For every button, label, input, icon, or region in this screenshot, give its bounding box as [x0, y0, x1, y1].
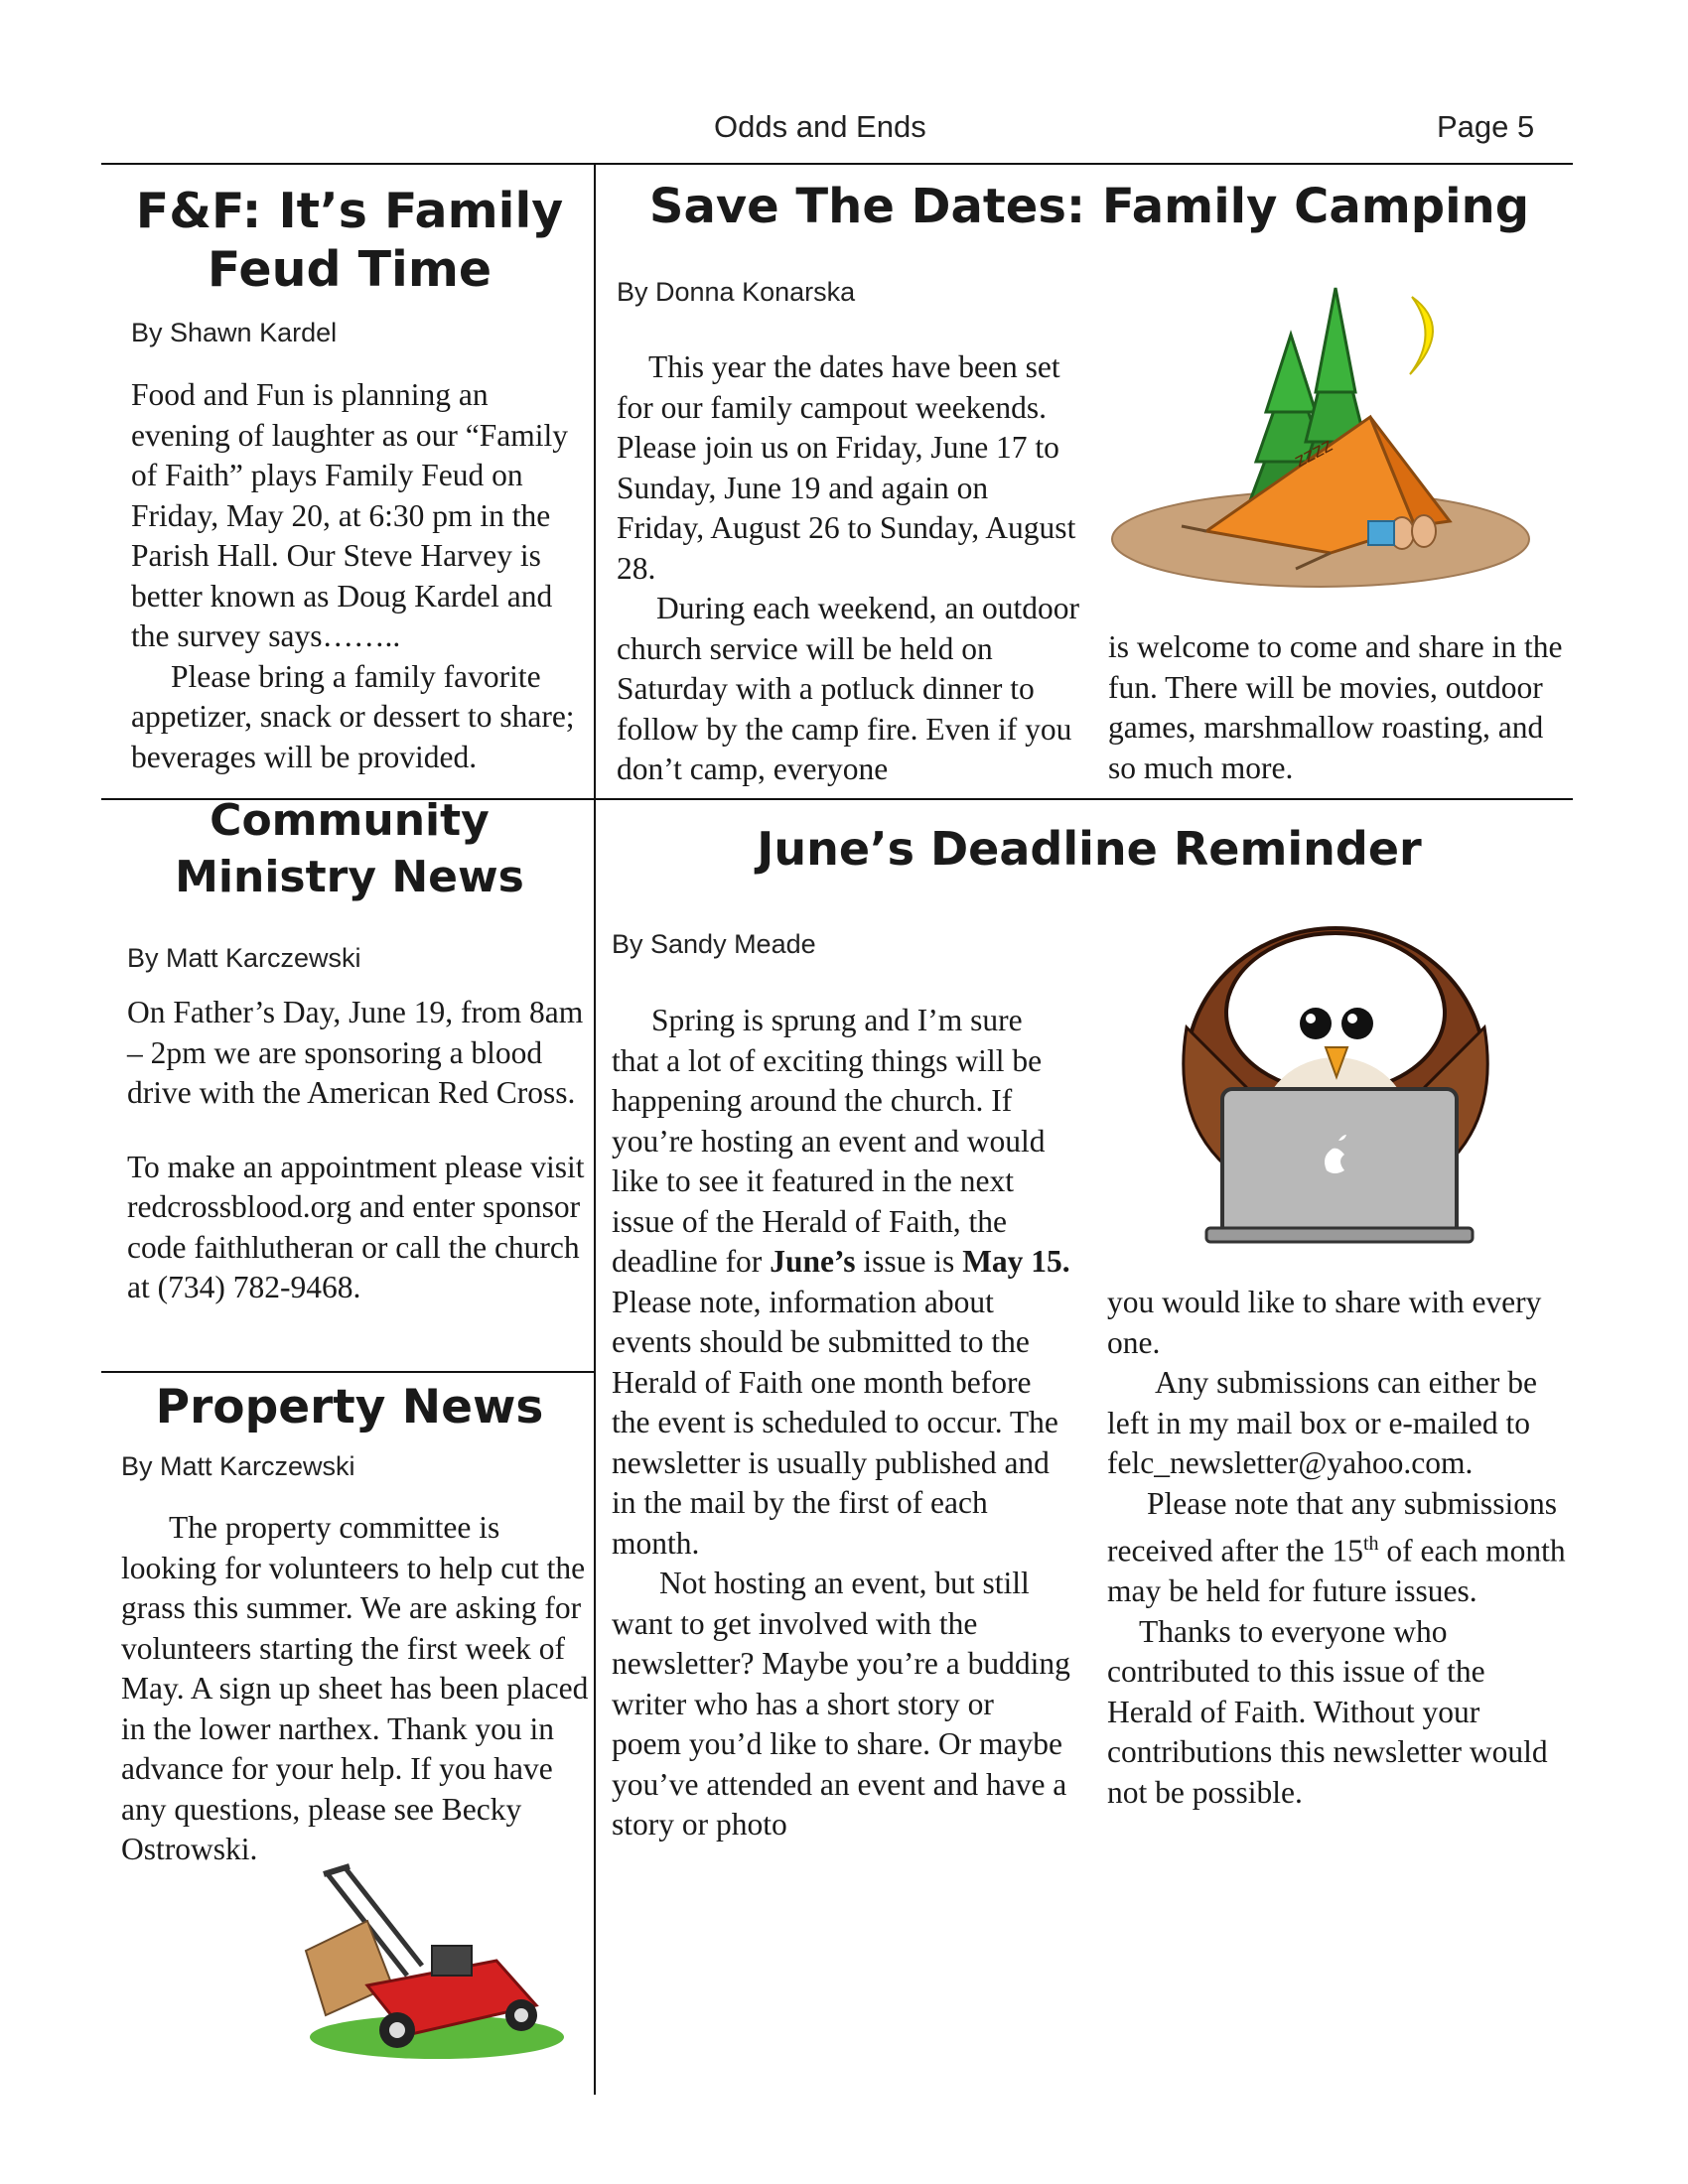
deadline-byline: By Sandy Meade — [612, 929, 816, 959]
page-number: Page 5 — [1437, 109, 1535, 144]
community-byline: By Matt Karczewski — [127, 943, 361, 973]
column-divider — [594, 163, 596, 2095]
deadline-bold-june: June’s — [770, 1244, 856, 1279]
property-title: Property News — [155, 1380, 544, 1434]
property-body — [121, 1508, 590, 1870]
camping-byline: By Donna Konarska — [617, 277, 856, 307]
deadline-column-1 — [612, 1001, 1070, 1845]
deadline-text-b: issue is — [855, 1244, 963, 1279]
deadline-paragraph-1 — [612, 1001, 1070, 1564]
deadline-column-2 — [1107, 1283, 1574, 1813]
deadline-title: June’s Deadline Reminder — [757, 822, 1422, 876]
community-paragraph-2: To make an appointment please visit redcrossblood.org and enter sponsor code faithlutheran or call the church at (734) 782-9468. — [127, 1149, 585, 1304]
deadline-superscript: th — [1362, 1533, 1379, 1555]
deadline-text-d: Please note that any submissions received after the 15 — [1107, 1485, 1557, 1569]
camping-column-1 — [617, 347, 1079, 790]
deadline-text-c: Please note, information about events should be submitted to the Herald of Faith one month before the event is scheduled to occur. The newsletter is usually published and in the mail by the first of each month. — [612, 1284, 1058, 1561]
family-feud-paragraph-1: Food and Fun is planning an evening of laughter as our “Family of Faith” plays Family Feud on Friday, May 20, at 6:30 pm in the Parish Hall. Our Steve Harvey is better known as Doug Kardel and the survey says…….. — [131, 377, 569, 653]
section-title: Odds and Ends — [714, 109, 926, 144]
camping-paragraph-3: is welcome to come and share in the fun. There will be movies, outdoor games, marshmallow roasting, and so much more. — [1108, 629, 1563, 785]
owl-laptop-illustration — [1177, 918, 1504, 1246]
camping-column-2 — [1108, 627, 1565, 788]
community-body — [127, 993, 590, 1308]
tent-snore-text: zzzz — [1291, 434, 1336, 473]
paragraph-gap — [127, 1114, 590, 1148]
family-feud-title: F&F: It’s Family Feud Time — [135, 183, 564, 298]
deadline-paragraph-4: Any submissions can either be left in my mail box or e-mailed to felc_newsletter@yahoo.com. — [1107, 1365, 1537, 1480]
section-rule-left — [101, 1371, 596, 1373]
deadline-bold-date: May 15. — [962, 1244, 1070, 1279]
property-paragraph-1: The property committee is looking for volunteers to help cut the grass this summer. We are asking for volunteers starting the first week of May. A sign up sheet has been placed in the lower narthex. Thank you in advance for your help. If you have any questions, please see Becky Ostrowski. — [121, 1510, 589, 1866]
header-rule — [101, 163, 1573, 165]
family-feud-paragraph-2: Please bring a family favorite appetizer, snack or dessert to share; beverages will be provided. — [131, 658, 575, 774]
camping-paragraph-1: This year the dates have been set for our family campout weekends. Please join us on Friday, June 17 to Sunday, June 19 and again on Friday, August 26 to Sunday, August 28. — [617, 349, 1076, 586]
community-title: Community Ministry News — [175, 795, 524, 902]
property-byline: By Matt Karczewski — [121, 1451, 355, 1481]
deadline-paragraph-5 — [1107, 1484, 1574, 1612]
deadline-text-a: Spring is sprung and I’m sure that a lot of exciting things will be happening around the church. If you’re hosting an event and would like to see it featured in the next issue of the Herald of Faith, the deadline for — [612, 1003, 1046, 1279]
lawn-mower-illustration — [298, 1866, 566, 2065]
deadline-paragraph-3: you would like to share with every one. — [1107, 1285, 1542, 1360]
family-feud-body — [131, 375, 588, 777]
camping-title: Save The Dates: Family Camping — [648, 179, 1530, 234]
camping-paragraph-2: During each weekend, an outdoor church service will be held on Saturday with a potluck dinner to follow by the camp fire. Even if you don’t camp, everyone — [617, 591, 1079, 786]
camping-tent-illustration — [1112, 283, 1539, 601]
deadline-paragraph-2: Not hosting an event, but still want to get involved with the newsletter? Maybe you’re a budding writer who has a short story or poem you’d like to share. Or maybe you’ve attended an event and have a story or photo — [612, 1566, 1070, 1842]
family-feud-byline: By Shawn Kardel — [131, 318, 338, 347]
deadline-paragraph-6: Thanks to everyone who contributed to this issue of the Herald of Faith. Without your contributions this newsletter would not be possible. — [1107, 1613, 1548, 1810]
community-paragraph-1: On Father’s Day, June 19, from 8am – 2pm we are sponsoring a blood drive with the American Red Cross. — [127, 995, 584, 1110]
deadline-text-e: of each month may be held for future issues. — [1107, 1533, 1566, 1608]
